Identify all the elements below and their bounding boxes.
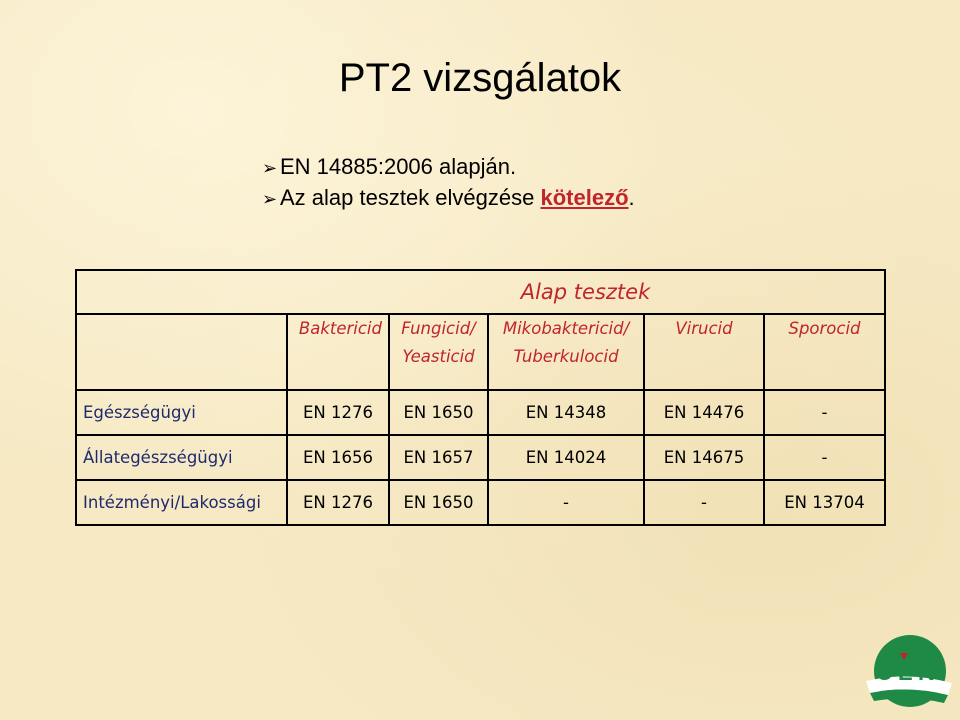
bullet-text: Az alap tesztek elvégzése bbox=[280, 185, 541, 210]
table-cell: EN 1650 bbox=[389, 480, 488, 525]
row-label: Intézményi/Lakossági bbox=[76, 480, 287, 525]
bullet-list bbox=[262, 152, 635, 214]
arrow-bullet-icon: ➢ bbox=[262, 158, 278, 178]
empty-corner-cell bbox=[76, 314, 287, 390]
table-cell: EN 1657 bbox=[389, 435, 488, 480]
table-row bbox=[76, 480, 885, 525]
table-cell: EN 1650 bbox=[389, 390, 488, 435]
column-header-mikobaktericid: Mikobaktericid/ Tuberkulocid bbox=[488, 314, 644, 390]
empty-corner-cell bbox=[76, 270, 287, 314]
bullet-item bbox=[262, 183, 635, 214]
row-label: Állategészségügyi bbox=[76, 435, 287, 480]
table-cell: EN 14675 bbox=[644, 435, 764, 480]
column-header-virucid: Virucid bbox=[644, 314, 764, 390]
table-cell: EN 1276 bbox=[287, 390, 389, 435]
bullet-emphasis: kötelező bbox=[540, 185, 629, 210]
logo-letter: O bbox=[876, 660, 894, 685]
table-cell: EN 14476 bbox=[644, 390, 764, 435]
table-row bbox=[76, 390, 885, 435]
row-label: Egészségügyi bbox=[76, 390, 287, 435]
column-header-baktericid: Baktericid bbox=[287, 314, 389, 390]
column-header-sporocid: Sporocid bbox=[764, 314, 885, 390]
bullet-text-suffix: . bbox=[628, 185, 635, 210]
table-cell: - bbox=[764, 435, 885, 480]
column-header-fungicid: Fungicid/ Yeasticid bbox=[389, 314, 488, 390]
column-header-row bbox=[76, 314, 885, 390]
table-cell: EN 1276 bbox=[287, 480, 389, 525]
group-header: Alap tesztek bbox=[287, 270, 885, 314]
logo-letter: K bbox=[918, 660, 934, 685]
group-header-row bbox=[76, 270, 885, 314]
bullet-item bbox=[262, 152, 635, 183]
table-cell: - bbox=[488, 480, 644, 525]
standards-table bbox=[75, 269, 886, 526]
table-cell: - bbox=[644, 480, 764, 525]
table-cell: EN 14024 bbox=[488, 435, 644, 480]
table-cell: EN 14348 bbox=[488, 390, 644, 435]
slide-title: PT2 vizsgálatok bbox=[338, 56, 622, 100]
table-cell: EN 1656 bbox=[287, 435, 389, 480]
table-cell: - bbox=[764, 390, 885, 435]
oek-logo-icon bbox=[862, 633, 954, 713]
logo-letter: E bbox=[898, 660, 913, 685]
table-row bbox=[76, 435, 885, 480]
table-cell: EN 13704 bbox=[764, 480, 885, 525]
arrow-bullet-icon: ➢ bbox=[262, 189, 278, 209]
bullet-text: EN 14885:2006 alapján. bbox=[280, 154, 517, 179]
